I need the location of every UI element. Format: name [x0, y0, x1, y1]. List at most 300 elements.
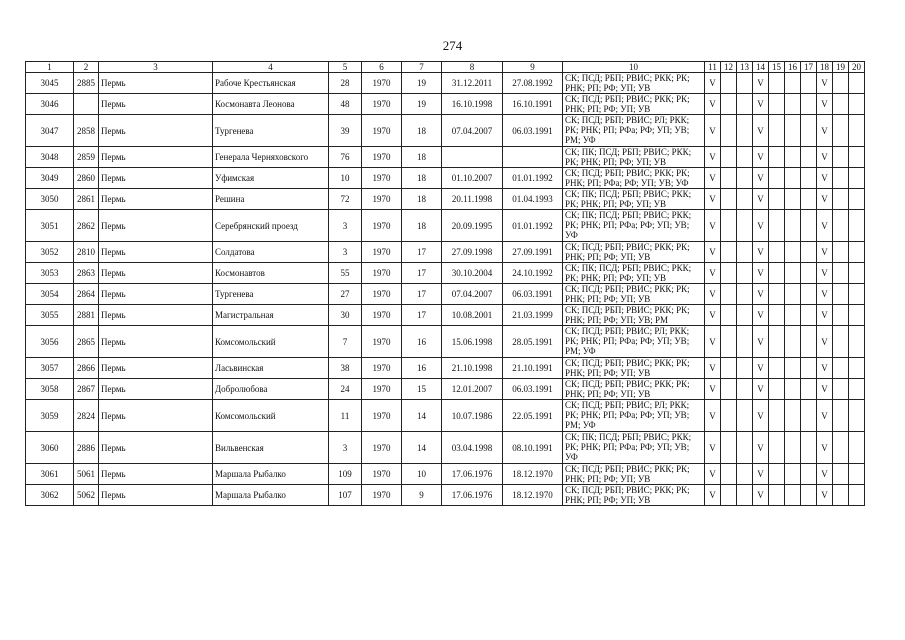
column-header: 6 [362, 62, 402, 73]
cell-c18: V [817, 485, 833, 506]
cell-house: 3 [329, 242, 362, 263]
cell-c17 [801, 400, 817, 432]
cell-c11: V [705, 432, 721, 464]
table-row [26, 305, 865, 326]
cell-city: Пермь [99, 242, 213, 263]
cell-c13 [737, 147, 753, 168]
cell-n: 3047 [26, 115, 74, 147]
column-header: 3 [99, 62, 213, 73]
cell-n: 3060 [26, 432, 74, 464]
cell-c18: V [817, 464, 833, 485]
cell-n: 3048 [26, 147, 74, 168]
cell-date2: 16.10.1991 [503, 94, 563, 115]
register-table [25, 61, 865, 506]
cell-date1: 27.09.1998 [442, 242, 503, 263]
cell-date2: 27.09.1991 [503, 242, 563, 263]
column-header: 18 [817, 62, 833, 73]
cell-c13 [737, 115, 753, 147]
column-header: 5 [329, 62, 362, 73]
cell-c12 [721, 485, 737, 506]
cell-c18: V [817, 358, 833, 379]
cell-c15 [769, 379, 785, 400]
cell-c13 [737, 94, 753, 115]
cell-house: 30 [329, 305, 362, 326]
cell-street: Комсомольский [213, 400, 329, 432]
cell-c11: V [705, 263, 721, 284]
cell-date1 [442, 147, 503, 168]
cell-code: 19 [402, 94, 442, 115]
cell-house: 10 [329, 168, 362, 189]
cell-c12 [721, 432, 737, 464]
cell-n: 3058 [26, 379, 74, 400]
cell-id: 2886 [74, 432, 99, 464]
table-row [26, 189, 865, 210]
cell-c20 [849, 326, 865, 358]
cell-c13 [737, 242, 753, 263]
cell-street: Космонавтов [213, 263, 329, 284]
cell-house: 55 [329, 263, 362, 284]
cell-house: 109 [329, 464, 362, 485]
cell-city: Пермь [99, 284, 213, 305]
column-header: 20 [849, 62, 865, 73]
cell-street: Космонавта Леонова [213, 94, 329, 115]
cell-c16 [785, 94, 801, 115]
column-header: 15 [769, 62, 785, 73]
cell-code: 18 [402, 147, 442, 168]
cell-code: 17 [402, 263, 442, 284]
cell-id: 5062 [74, 485, 99, 506]
cell-c11: V [705, 73, 721, 94]
cell-c13 [737, 305, 753, 326]
cell-c18: V [817, 189, 833, 210]
cell-id: 2866 [74, 358, 99, 379]
cell-c19 [833, 400, 849, 432]
cell-year: 1970 [362, 358, 402, 379]
cell-c14: V [753, 242, 769, 263]
cell-c12 [721, 263, 737, 284]
cell-year: 1970 [362, 263, 402, 284]
cell-c15 [769, 73, 785, 94]
cell-c11: V [705, 168, 721, 189]
cell-n: 3046 [26, 94, 74, 115]
cell-city: Пермь [99, 73, 213, 94]
cell-c16 [785, 263, 801, 284]
cell-services: СК; ПСД; РБП; РВИС; РЛ; РКК; РК; РНК; РП; РФа; РФ; УП; УВ; РМ; УФ [563, 326, 705, 358]
cell-c20 [849, 210, 865, 242]
cell-c11: V [705, 326, 721, 358]
cell-services: СК; ПК; ПСД; РБП; РВИС; РКК; РК; РНК; РП; РФа; РФ; УП; УВ; УФ [563, 210, 705, 242]
cell-c19 [833, 358, 849, 379]
cell-c15 [769, 485, 785, 506]
cell-date1: 15.06.1998 [442, 326, 503, 358]
cell-c14: V [753, 210, 769, 242]
cell-street: Маршала Рыбалко [213, 485, 329, 506]
cell-date1: 17.06.1976 [442, 485, 503, 506]
cell-house: 27 [329, 284, 362, 305]
cell-city: Пермь [99, 379, 213, 400]
cell-date1: 10.08.2001 [442, 305, 503, 326]
cell-house: 48 [329, 94, 362, 115]
cell-c18: V [817, 94, 833, 115]
cell-c14: V [753, 94, 769, 115]
cell-year: 1970 [362, 73, 402, 94]
cell-c20 [849, 432, 865, 464]
cell-date2: 06.03.1991 [503, 284, 563, 305]
cell-year: 1970 [362, 168, 402, 189]
cell-year: 1970 [362, 284, 402, 305]
cell-date1: 17.06.1976 [442, 464, 503, 485]
cell-c13 [737, 210, 753, 242]
cell-c17 [801, 485, 817, 506]
cell-code: 17 [402, 242, 442, 263]
cell-c15 [769, 210, 785, 242]
cell-date2: 21.10.1991 [503, 358, 563, 379]
cell-c14: V [753, 379, 769, 400]
cell-c11: V [705, 358, 721, 379]
column-header: 10 [563, 62, 705, 73]
cell-n: 3059 [26, 400, 74, 432]
header-row [26, 62, 865, 73]
cell-c13 [737, 432, 753, 464]
cell-n: 3053 [26, 263, 74, 284]
cell-date1: 20.09.1995 [442, 210, 503, 242]
cell-date2: 21.03.1999 [503, 305, 563, 326]
cell-c19 [833, 94, 849, 115]
cell-c18: V [817, 242, 833, 263]
table-row [26, 168, 865, 189]
cell-date1: 03.04.1998 [442, 432, 503, 464]
cell-c18: V [817, 210, 833, 242]
cell-c20 [849, 189, 865, 210]
cell-c19 [833, 284, 849, 305]
cell-c17 [801, 147, 817, 168]
cell-code: 18 [402, 210, 442, 242]
cell-street: Уфимская [213, 168, 329, 189]
cell-services: СК; ПСД; РБП; РВИС; РКК; РК; РНК; РП; РФ; УП; УВ [563, 284, 705, 305]
cell-date2: 08.10.1991 [503, 432, 563, 464]
cell-year: 1970 [362, 400, 402, 432]
cell-c15 [769, 242, 785, 263]
cell-id: 2860 [74, 168, 99, 189]
cell-c14: V [753, 168, 769, 189]
cell-c12 [721, 168, 737, 189]
cell-c17 [801, 284, 817, 305]
table-row [26, 210, 865, 242]
cell-date1: 12.01.2007 [442, 379, 503, 400]
cell-c19 [833, 432, 849, 464]
cell-c19 [833, 189, 849, 210]
cell-year: 1970 [362, 305, 402, 326]
cell-services: СК; ПСД; РБП; РВИС; РКК; РК; РНК; РП; РФ; УП; УВ; РМ [563, 305, 705, 326]
cell-house: 107 [329, 485, 362, 506]
column-header: 1 [26, 62, 74, 73]
cell-date1: 10.07.1986 [442, 400, 503, 432]
cell-year: 1970 [362, 189, 402, 210]
cell-code: 17 [402, 284, 442, 305]
cell-house: 24 [329, 379, 362, 400]
table-row [26, 115, 865, 147]
cell-c19 [833, 147, 849, 168]
cell-c11: V [705, 464, 721, 485]
cell-c15 [769, 115, 785, 147]
cell-date2: 27.08.1992 [503, 73, 563, 94]
cell-c16 [785, 485, 801, 506]
cell-services: СК; ПК; ПСД; РБП; РВИС; РКК; РК; РНК; РП; РФ; УП; УВ [563, 189, 705, 210]
cell-services: СК; ПСД; РБП; РВИС; РКК; РК; РНК; РП; РФ; УП; УВ [563, 379, 705, 400]
cell-date2: 28.05.1991 [503, 326, 563, 358]
table-row [26, 284, 865, 305]
cell-street: Решина [213, 189, 329, 210]
cell-c13 [737, 358, 753, 379]
cell-c16 [785, 189, 801, 210]
column-header: 8 [442, 62, 503, 73]
cell-c19 [833, 210, 849, 242]
cell-city: Пермь [99, 358, 213, 379]
cell-c15 [769, 358, 785, 379]
cell-code: 18 [402, 189, 442, 210]
cell-c19 [833, 115, 849, 147]
cell-c17 [801, 168, 817, 189]
cell-c19 [833, 305, 849, 326]
cell-city: Пермь [99, 210, 213, 242]
cell-services: СК; ПСД; РБП; РВИС; РКК; РК; РНК; РП; РФ; УП; УВ [563, 358, 705, 379]
cell-year: 1970 [362, 147, 402, 168]
cell-street: Серебрянский проезд [213, 210, 329, 242]
cell-date2: 01.04.1993 [503, 189, 563, 210]
cell-c11: V [705, 305, 721, 326]
cell-n: 3057 [26, 358, 74, 379]
cell-c13 [737, 73, 753, 94]
cell-c13 [737, 400, 753, 432]
cell-c15 [769, 147, 785, 168]
cell-c13 [737, 464, 753, 485]
cell-c13 [737, 485, 753, 506]
cell-c12 [721, 94, 737, 115]
cell-id: 2810 [74, 242, 99, 263]
cell-year: 1970 [362, 464, 402, 485]
cell-c13 [737, 168, 753, 189]
column-header: 19 [833, 62, 849, 73]
cell-c17 [801, 210, 817, 242]
cell-id: 2881 [74, 305, 99, 326]
cell-house: 72 [329, 189, 362, 210]
cell-date2: 18.12.1970 [503, 464, 563, 485]
cell-c16 [785, 147, 801, 168]
table-row [26, 485, 865, 506]
cell-code: 18 [402, 115, 442, 147]
cell-c20 [849, 379, 865, 400]
cell-code: 15 [402, 379, 442, 400]
cell-city: Пермь [99, 94, 213, 115]
cell-c17 [801, 94, 817, 115]
cell-c18: V [817, 400, 833, 432]
cell-c11: V [705, 242, 721, 263]
cell-n: 3056 [26, 326, 74, 358]
cell-c15 [769, 464, 785, 485]
cell-c13 [737, 326, 753, 358]
cell-city: Пермь [99, 147, 213, 168]
cell-c17 [801, 358, 817, 379]
cell-code: 17 [402, 305, 442, 326]
cell-services: СК; ПК; ПСД; РБП; РВИС; РКК; РК; РНК; РП; РФ; УП; УВ [563, 263, 705, 284]
cell-id: 2865 [74, 326, 99, 358]
cell-year: 1970 [362, 94, 402, 115]
cell-date1: 31.12.2011 [442, 73, 503, 94]
cell-c18: V [817, 326, 833, 358]
cell-c17 [801, 305, 817, 326]
cell-c16 [785, 326, 801, 358]
cell-c18: V [817, 284, 833, 305]
cell-city: Пермь [99, 464, 213, 485]
cell-c11: V [705, 485, 721, 506]
cell-city: Пермь [99, 189, 213, 210]
cell-services: СК; ПСД; РБП; РВИС; РКК; РК; РНК; РП; РФа; РФ; УП; УВ; УФ [563, 168, 705, 189]
cell-c18: V [817, 379, 833, 400]
cell-c15 [769, 284, 785, 305]
cell-c20 [849, 358, 865, 379]
cell-n: 3055 [26, 305, 74, 326]
cell-c16 [785, 305, 801, 326]
cell-c12 [721, 326, 737, 358]
cell-id: 2864 [74, 284, 99, 305]
cell-c14: V [753, 263, 769, 284]
cell-c17 [801, 189, 817, 210]
cell-c15 [769, 432, 785, 464]
cell-n: 3045 [26, 73, 74, 94]
cell-city: Пермь [99, 432, 213, 464]
cell-code: 10 [402, 464, 442, 485]
cell-c14: V [753, 464, 769, 485]
cell-c14: V [753, 358, 769, 379]
cell-c20 [849, 485, 865, 506]
table-row [26, 432, 865, 464]
cell-c16 [785, 400, 801, 432]
cell-code: 9 [402, 485, 442, 506]
cell-year: 1970 [362, 242, 402, 263]
cell-code: 16 [402, 358, 442, 379]
cell-date1: 30.10.2004 [442, 263, 503, 284]
column-header: 4 [213, 62, 329, 73]
cell-c16 [785, 73, 801, 94]
cell-street: Тургенева [213, 115, 329, 147]
cell-c11: V [705, 210, 721, 242]
cell-city: Пермь [99, 263, 213, 284]
cell-c15 [769, 305, 785, 326]
page-number: 274 [442, 38, 463, 53]
cell-services: СК; ПСД; РБП; РВИС; РКК; РК; РНК; РП; РФ; УП; УВ [563, 94, 705, 115]
cell-c15 [769, 168, 785, 189]
cell-services: СК; ПСД; РБП; РВИС; РКК; РК; РНК; РП; РФ; УП; УВ [563, 485, 705, 506]
column-header: 7 [402, 62, 442, 73]
cell-c20 [849, 73, 865, 94]
cell-date2 [503, 147, 563, 168]
cell-street: Тургенева [213, 284, 329, 305]
cell-date2: 22.05.1991 [503, 400, 563, 432]
cell-c19 [833, 73, 849, 94]
cell-services: СК; ПК; ПСД; РБП; РВИС; РКК; РК; РНК; РП; РФа; РФ; УП; УВ; УФ [563, 432, 705, 464]
column-header: 14 [753, 62, 769, 73]
cell-date1: 20.11.1998 [442, 189, 503, 210]
cell-n: 3061 [26, 464, 74, 485]
cell-city: Пермь [99, 485, 213, 506]
cell-c12 [721, 358, 737, 379]
cell-id: 2861 [74, 189, 99, 210]
cell-c12 [721, 147, 737, 168]
cell-c14: V [753, 284, 769, 305]
cell-c14: V [753, 305, 769, 326]
cell-date2: 01.01.1992 [503, 210, 563, 242]
cell-c20 [849, 284, 865, 305]
cell-code: 14 [402, 400, 442, 432]
column-header: 11 [705, 62, 721, 73]
cell-year: 1970 [362, 379, 402, 400]
cell-c12 [721, 284, 737, 305]
cell-id: 2863 [74, 263, 99, 284]
table-row [26, 147, 865, 168]
table-row [26, 73, 865, 94]
cell-code: 16 [402, 326, 442, 358]
cell-c13 [737, 284, 753, 305]
cell-c11: V [705, 189, 721, 210]
cell-c14: V [753, 400, 769, 432]
cell-c12 [721, 115, 737, 147]
cell-date2: 06.03.1991 [503, 115, 563, 147]
column-header: 2 [74, 62, 99, 73]
cell-services: СК; ПСД; РБП; РВИС; РЛ; РКК; РК; РНК; РП; РФа; РФ; УП; УВ; РМ; УФ [563, 115, 705, 147]
cell-house: 39 [329, 115, 362, 147]
cell-c16 [785, 358, 801, 379]
cell-c18: V [817, 168, 833, 189]
cell-date1: 21.10.1998 [442, 358, 503, 379]
cell-date2: 01.01.1992 [503, 168, 563, 189]
cell-c19 [833, 168, 849, 189]
table-row [26, 94, 865, 115]
cell-c14: V [753, 326, 769, 358]
cell-c20 [849, 168, 865, 189]
cell-c17 [801, 379, 817, 400]
cell-c11: V [705, 115, 721, 147]
cell-c20 [849, 464, 865, 485]
cell-code: 19 [402, 73, 442, 94]
cell-n: 3052 [26, 242, 74, 263]
cell-c12 [721, 400, 737, 432]
table-row [26, 263, 865, 284]
cell-n: 3050 [26, 189, 74, 210]
cell-year: 1970 [362, 432, 402, 464]
cell-street: Магистральная [213, 305, 329, 326]
cell-c20 [849, 400, 865, 432]
cell-house: 3 [329, 210, 362, 242]
cell-city: Пермь [99, 115, 213, 147]
cell-n: 3051 [26, 210, 74, 242]
cell-c19 [833, 485, 849, 506]
cell-c20 [849, 147, 865, 168]
cell-date1: 07.04.2007 [442, 115, 503, 147]
cell-c12 [721, 379, 737, 400]
cell-c16 [785, 115, 801, 147]
cell-house: 28 [329, 73, 362, 94]
cell-c13 [737, 263, 753, 284]
table-row [26, 464, 865, 485]
cell-house: 76 [329, 147, 362, 168]
cell-c19 [833, 263, 849, 284]
column-header: 17 [801, 62, 817, 73]
cell-c17 [801, 464, 817, 485]
cell-c18: V [817, 73, 833, 94]
cell-c18: V [817, 115, 833, 147]
cell-street: Солдатова [213, 242, 329, 263]
cell-date2: 18.12.1970 [503, 485, 563, 506]
